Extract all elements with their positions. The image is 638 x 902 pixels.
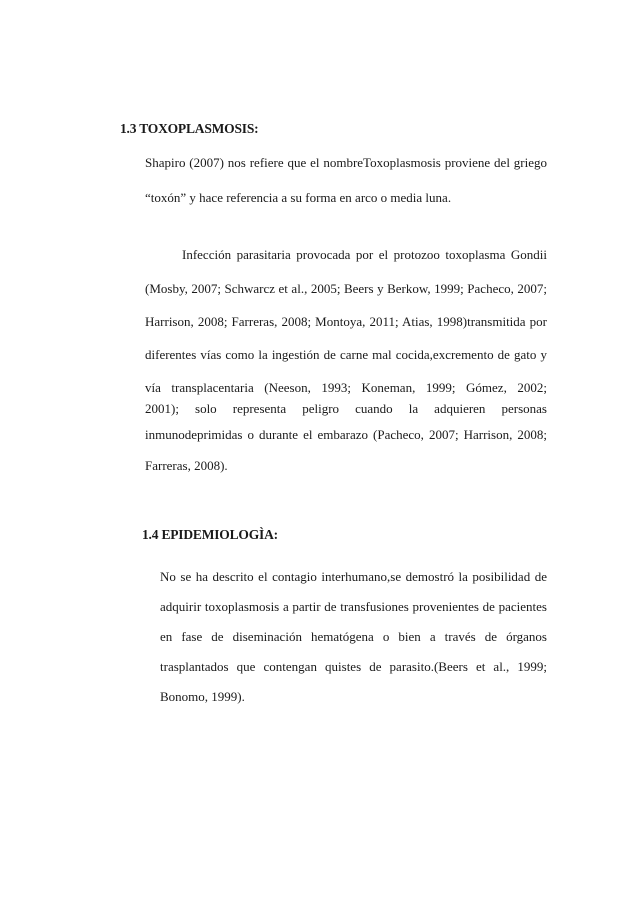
section-heading-toxoplasmosis: 1.3 TOXOPLASMOSIS:	[120, 121, 259, 136]
intro-line: “toxón” y hace referencia a su forma en arco o media luna.	[145, 190, 452, 205]
body-line: inmunodeprimidas o durante el embarazo (Pacheco, 2007; Harrison, 2008;	[145, 427, 547, 442]
body-line: adquirir toxoplasmosis a partir de transfusiones provenientes de pacientes	[160, 599, 547, 614]
body-line: Harrison, 2008; Farreras, 2008; Montoya, 2011; Atias, 1998)transmitida por	[145, 314, 547, 329]
intro-line: Shapiro (2007) nos refiere que el nombreToxoplasmosis proviene del griego	[145, 155, 547, 170]
body-line: Bonomo, 1999).	[160, 689, 245, 704]
body-line: en fase de diseminación hematógena o bien a través de órganos	[160, 629, 547, 644]
body-line: (Mosby, 2007; Schwarcz et al., 2005; Beers y Berkow, 1999; Pacheco, 2007;	[145, 281, 547, 296]
body-line: Infección parasitaria provocada por el protozoo toxoplasma Gondii	[182, 247, 547, 262]
section-heading-epidemiologia: 1.4 EPIDEMIOLOGÌA:	[142, 527, 278, 542]
body-line: trasplantados que contengan quistes de parasito.(Beers et al., 1999;	[160, 659, 547, 674]
body-line: Farreras, 2008).	[145, 458, 228, 473]
body-line: diferentes vías como la ingestión de carne mal cocida,excremento de gato y	[145, 347, 547, 362]
body-line: No se ha descrito el contagio interhumano,se demostró la posibilidad de	[160, 569, 547, 584]
body-line: 2001); solo representa peligro cuando la adquieren personas	[145, 401, 547, 416]
body-line: vía transplacentaria (Neeson, 1993; Koneman, 1999; Gómez, 2002;	[145, 380, 547, 395]
